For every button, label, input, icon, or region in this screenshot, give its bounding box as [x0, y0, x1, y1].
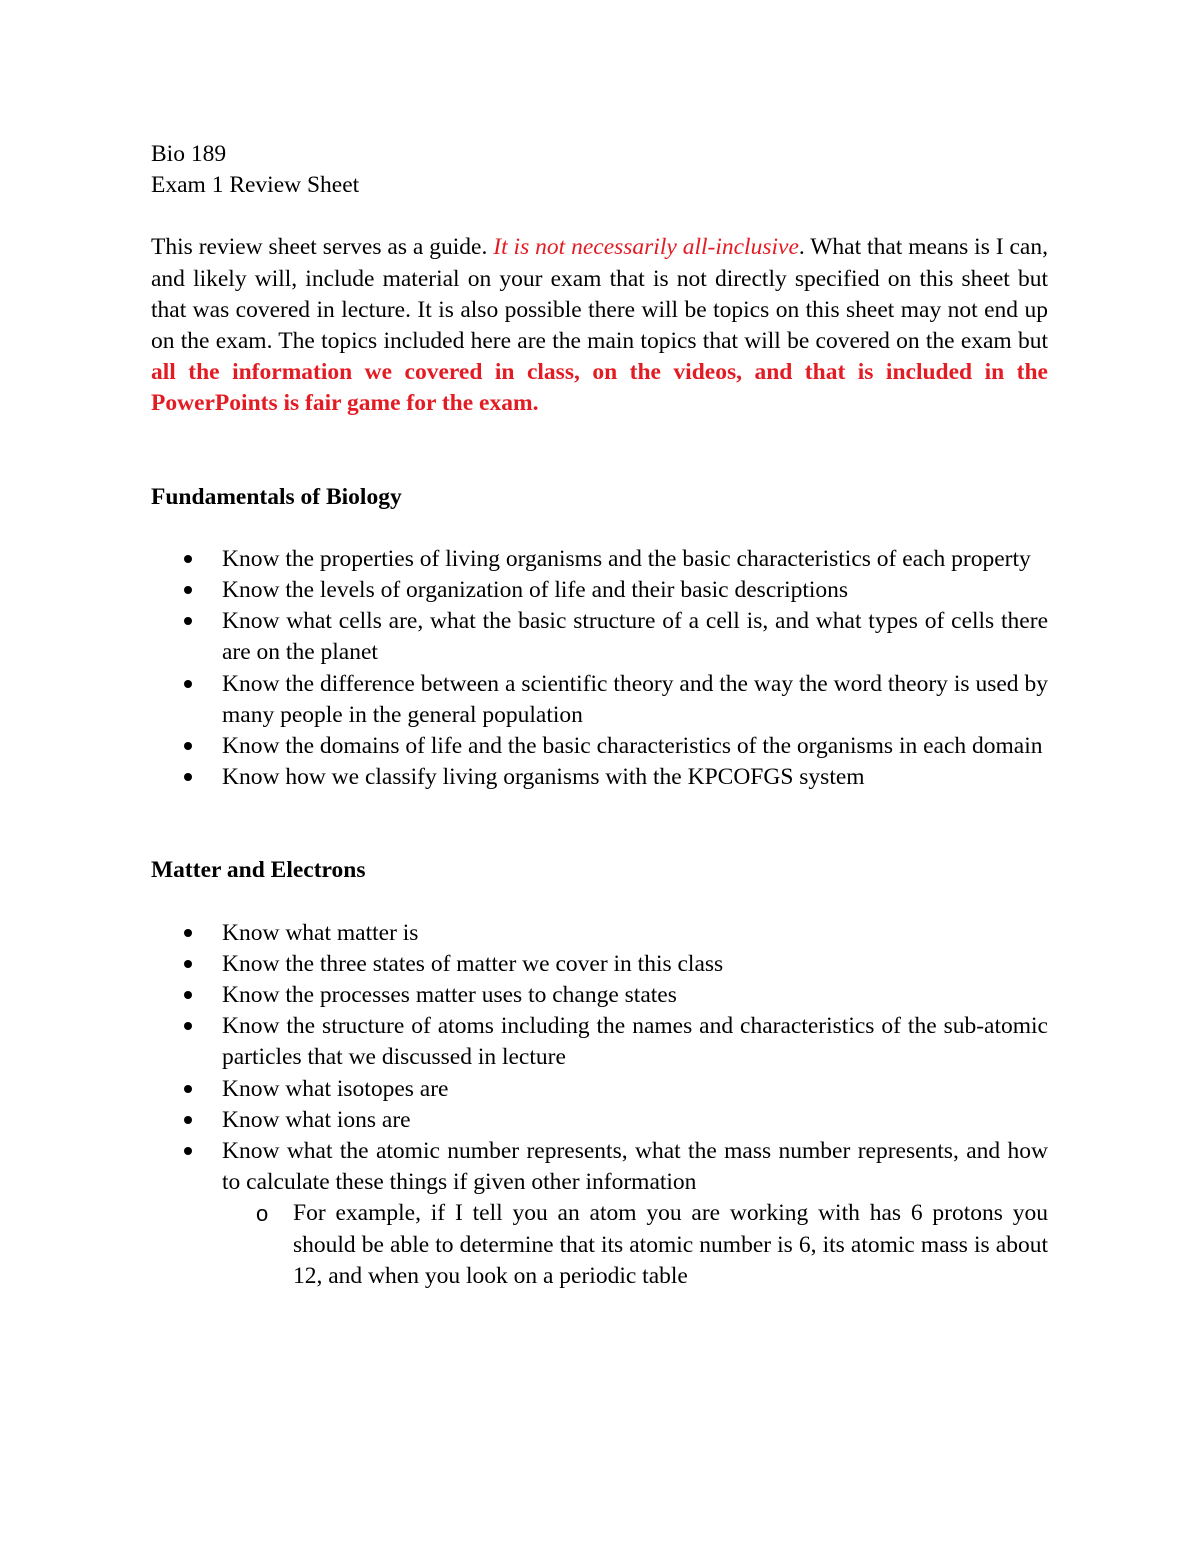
bullet-icon [184, 929, 192, 937]
list-item: Know what matter is [151, 918, 1048, 949]
intro-text-2: . What that means is I can, and likely will, include material on your exam that is not directly specified on this sheet but that was covered in lecture. It is also possible there will be topics on this sheet may not end up on the exam. The topics included here are the main topics that will be covered on the exam but [151, 234, 1048, 355]
bullet-icon [184, 991, 192, 999]
matter-list [151, 918, 1048, 1292]
list-item: Know the structure of atoms including the names and characteristics of the sub-atomic particles that we discussed in lecture [151, 1011, 1048, 1073]
list-item: Know the domains of life and the basic characteristics of the organisms in each domain [151, 731, 1048, 762]
intro-paragraph [151, 232, 1048, 419]
bullet-icon [184, 586, 192, 594]
list-item: Know the properties of living organisms and the basic characteristics of each property [151, 544, 1048, 575]
sub-bullet-icon: o [256, 1201, 269, 1227]
list-item: Know what ions are [151, 1105, 1048, 1136]
list-item: Know the levels of organization of life and their basic descriptions [151, 575, 1048, 606]
list-item: Know what the atomic number represents, what the mass number represents, and how to calculate these things if given other information o For example, if I tell you an atom you are working with has 6 protons you should be able to determine that its atomic number is 6, its atomic mass is about 12, and when you look on a periodic table [151, 1136, 1048, 1292]
bullet-icon [184, 742, 192, 750]
sub-list-item: o For example, if I tell you an atom you are working with has 6 protons you should be able to determine that its atomic number is 6, its atomic mass is about 12, and when you look on a periodic table [256, 1200, 1048, 1289]
bullet-icon [184, 1085, 192, 1093]
course-code: Bio 189 [151, 141, 227, 167]
section-heading-fundamentals: Fundamentals of Biology [151, 483, 402, 510]
bullet-icon [184, 773, 192, 781]
list-item: Know what isotopes are [151, 1074, 1048, 1105]
bullet-icon [184, 1022, 192, 1030]
document-page [151, 139, 1048, 1292]
bullet-icon [184, 960, 192, 968]
intro-italic-warning: It is not necessarily all-inclusive [493, 234, 799, 261]
list-item: Know the three states of matter we cover in this class [151, 949, 1048, 980]
bullet-icon [184, 1116, 192, 1124]
intro-text-1: This review sheet serves as a guide. [151, 234, 494, 261]
bullet-icon [184, 680, 192, 688]
sub-list [222, 1198, 1048, 1292]
intro-bold-warning: all the information we covered in class, on the videos, and that is included in the PowerPoints is fair game for the exam. [151, 359, 1048, 417]
document-title: Exam 1 Review Sheet [151, 172, 360, 199]
list-item: Know how we classify living organisms with the KPCOFGS system [151, 762, 1048, 793]
bullet-icon [184, 617, 192, 625]
list-item: Know the processes matter uses to change states [151, 980, 1048, 1011]
list-item: Know what cells are, what the basic structure of a cell is, and what types of cells there are on the planet [151, 606, 1048, 668]
fundamentals-list [151, 544, 1048, 794]
section-heading-matter: Matter and Electrons [151, 857, 366, 884]
bullet-icon [184, 1147, 192, 1155]
bullet-icon [184, 555, 192, 563]
list-item: Know the difference between a scientific theory and the way the word theory is used by many people in the general population [151, 669, 1048, 731]
